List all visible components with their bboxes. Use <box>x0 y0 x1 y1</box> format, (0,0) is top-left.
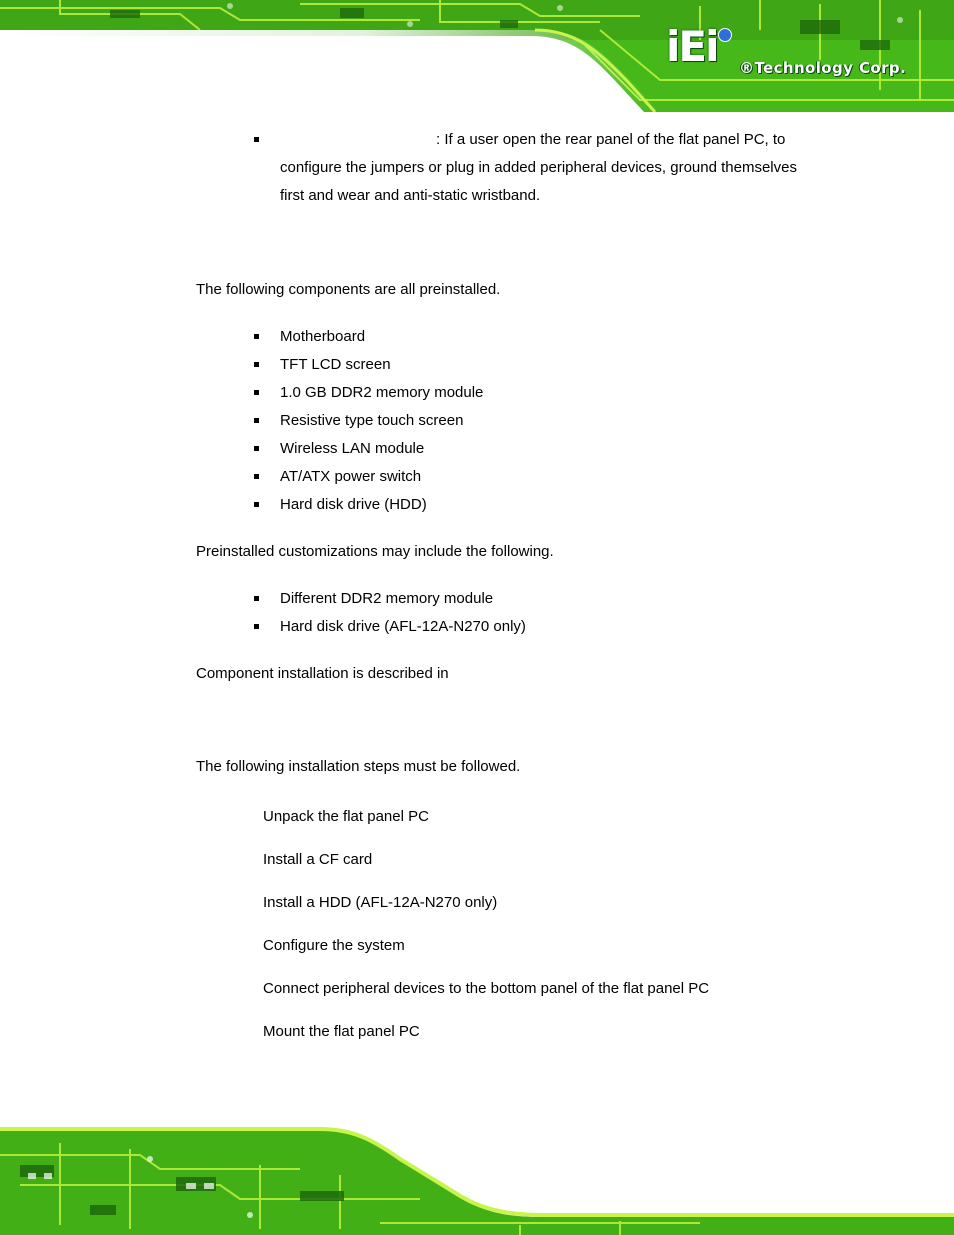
bullet-icon <box>254 390 259 395</box>
preinstalled-intro: The following components are all preinstalled. <box>196 281 501 298</box>
customizations-intro: Preinstalled customizations may include the following. <box>196 543 554 560</box>
note-line-2: configure the jumpers or plug in added peripheral devices, ground themselves <box>280 159 797 176</box>
list-item: Hard disk drive (AFL-12A-N270 only) <box>280 618 526 635</box>
component-note: Component installation is described in <box>196 665 449 682</box>
bullet-icon <box>254 624 259 629</box>
circuit-board-banner <box>0 0 954 112</box>
step-item: Install a CF card <box>263 851 373 868</box>
footer-banner <box>0 1125 954 1235</box>
company-tagline: ®Technology Corp. <box>739 59 907 77</box>
step-item: Configure the system <box>263 937 405 954</box>
list-item: Wireless LAN module <box>280 440 425 457</box>
note-line-3: first and wear and anti-static wristband. <box>280 187 541 204</box>
step-item: Unpack the flat panel PC <box>263 808 429 825</box>
bullet-icon <box>254 362 259 367</box>
step-item: Install a HDD (AFL-12A-N270 only) <box>263 894 498 911</box>
list-item: Different DDR2 memory module <box>280 590 494 607</box>
steps-intro: The following installation steps must be followed. <box>196 758 521 775</box>
bullet-icon <box>254 446 259 451</box>
bullet-icon <box>254 418 259 423</box>
bullet-icon <box>254 334 259 339</box>
bullet-icon <box>254 596 259 601</box>
bullet-icon <box>254 502 259 507</box>
company-logo: iEi <box>666 22 718 71</box>
bullet-icon <box>254 474 259 479</box>
header-banner <box>0 0 954 112</box>
step-item: Connect peripheral devices to the bottom panel of the flat panel PC <box>263 980 710 997</box>
list-item: AT/ATX power switch <box>280 468 422 485</box>
note-line-1: : If a user open the rear panel of the flat panel PC, to <box>436 131 786 148</box>
list-item: Hard disk drive (HDD) <box>280 496 427 513</box>
circuit-board-footer <box>0 1125 954 1235</box>
list-item: 1.0 GB DDR2 memory module <box>280 384 484 401</box>
list-item: TFT LCD screen <box>280 356 391 373</box>
logo-dot-icon <box>718 28 732 42</box>
step-item: Mount the flat panel PC <box>263 1023 420 1040</box>
list-item: Resistive type touch screen <box>280 412 464 429</box>
bullet-icon <box>254 137 259 142</box>
list-item: Motherboard <box>280 328 366 345</box>
